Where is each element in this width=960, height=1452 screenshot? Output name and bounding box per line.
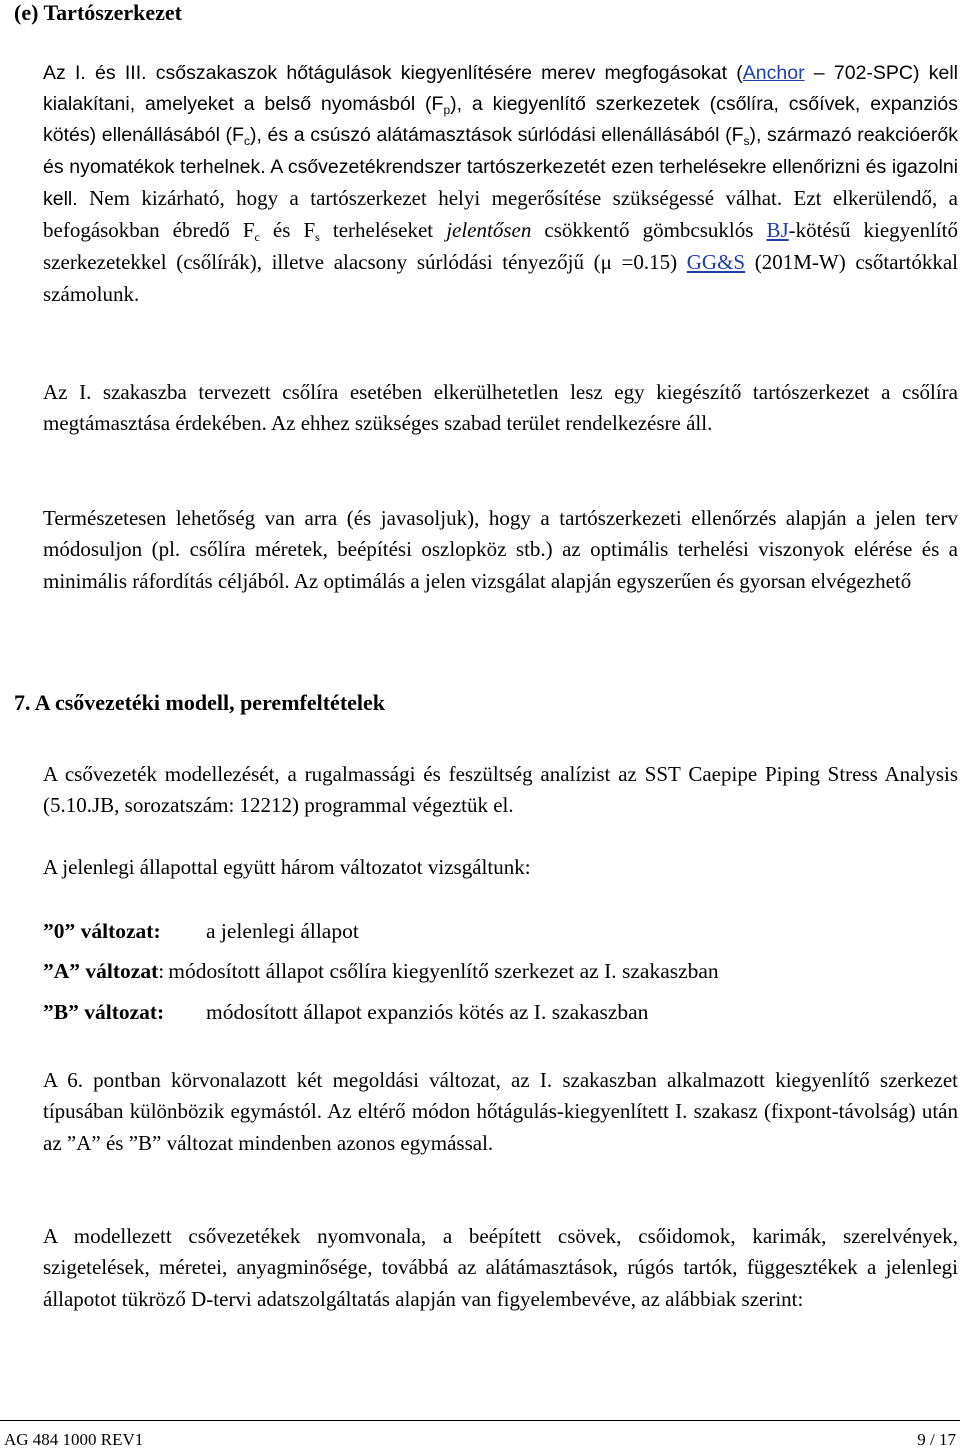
paragraph-variants-intro: A jelenlegi állapottal együtt három változatot vizsgáltunk: [43,855,531,879]
emphasis-text: jelentősen [446,218,532,243]
variant-label: ”0” változat: [43,919,161,943]
section-e-title: (e) Tartószerkezet [14,0,182,25]
footer-page-number: 9 / 17 [917,1430,956,1449]
variant-label: ”A” változat [43,959,159,983]
footer-document-id: AG 484 1000 REV1 [4,1430,144,1449]
variant-a: ”A” változat: módosított állapot csőlíra kiegyenlítő szerkezet az I. szakaszban [43,959,719,983]
variant-description: a jelenlegi állapot [206,919,359,943]
paragraph-solution-variants: A 6. pontban körvonalazott két megoldási változat, az I. szakaszban alkalmazott kiegyenlítő szerkezet típusában különbözik egymástól. Az eltérő módon hőtágulás-kiegyenlített I. szakasz (fixpont-távolság) után az ”A” és ”B” változat mindenben azonos egymással. [43,1068,958,1155]
paragraph-modeling: A csővezeték modellezését, a rugalmassági és feszültség analízist az SST Caepipe Piping Stress Analysis (5.10.JB, sorozatszám: 12212) programmal végeztük el. [43,762,958,818]
variant-description: módosított állapot csőlíra kiegyenlítő szerkezet az I. szakaszban [168,959,719,983]
variant-description: módosított állapot expanziós kötés az I. szakaszban [206,1000,649,1024]
section-7-title: 7. A csővezetéki modell, peremfeltételek [14,690,386,715]
anchor-link[interactable]: Anchor [742,62,805,84]
paragraph-model-inputs: A modellezett csővezetékek nyomvonala, a beépített csövek, csőidomok, karimák, szerelvények, szigetelések, méretei, anyagminősége, továbbá az alátámasztások, rúgós tartók, függesztékek a jelenlegi állapotot tükröző D-tervi adatszolgáltatás alapján van figyelembevéve, az alábbiak szerint: [43,1224,958,1311]
paragraph-optimization: Természetesen lehetőség van arra (és javasoljuk), hogy a tartószerkezeti ellenőrzés alapján a jelen terv módosuljon (pl. csőlíra méretek, beépítési oszlopköz stb.) az optimális terhelési viszonyok elérése és a minimális ráfordítás céljából. Az optimálás a jelen vizsgálat alapján egyszerűen és gyorsan elvégezhető [43,506,958,593]
bj-link[interactable]: BJ [766,218,789,243]
paragraph-section-one-support: Az I. szakaszba tervezett csőlíra esetében elkerülhetetlen lesz egy kiegészítő tartószerkezet a csőlíra megtámasztása érdekében. Az ehhez szükséges szabad terület rendelkezésre áll. [43,380,958,436]
footer-divider [0,1420,960,1421]
variant-label: ”B” változat: [43,1000,165,1024]
variant-0 [43,919,359,944]
ggs-link[interactable]: GG&S [686,250,746,275]
paragraph-support-structure: Az I. és III. csőszakaszok hőtágulások kiegyenlítésére merev megfogásokat (Anchor – 702-SPC) kell kialakítani, amelyeket a belső nyomásból $(F_p)$, a kiegyenlítő szerkezetek (csőlíra, csőívek, expanziós kötés) ellenállásából $(F_c)$, és a csúszó alátámasztások súrlódási ellenállásából $(F_s)$, származó reakcióerők és nyomatékok terhelnek. A csővezetékrendszer tartószerkezetét ezen terhelésekre ellenőrizni és igazolni kell. Nem kizárható, hogy a tartószerkezet helyi megerősítése szükségessé válhat. Ezt elkerülendő, a befogásokban ébredő $F_c$ és $F_s$ terheléseket jelentősen csökkentő gömbcsuklós BJ-kötésű kiegyenlítő szerkezetekkel (csőlírák), illetve alacsony súrlódási tényezőjű (μ =0.15) GG&S (201M-W) csőtartókkal számolunk. [43,62,959,307]
variant-b [43,1000,648,1025]
